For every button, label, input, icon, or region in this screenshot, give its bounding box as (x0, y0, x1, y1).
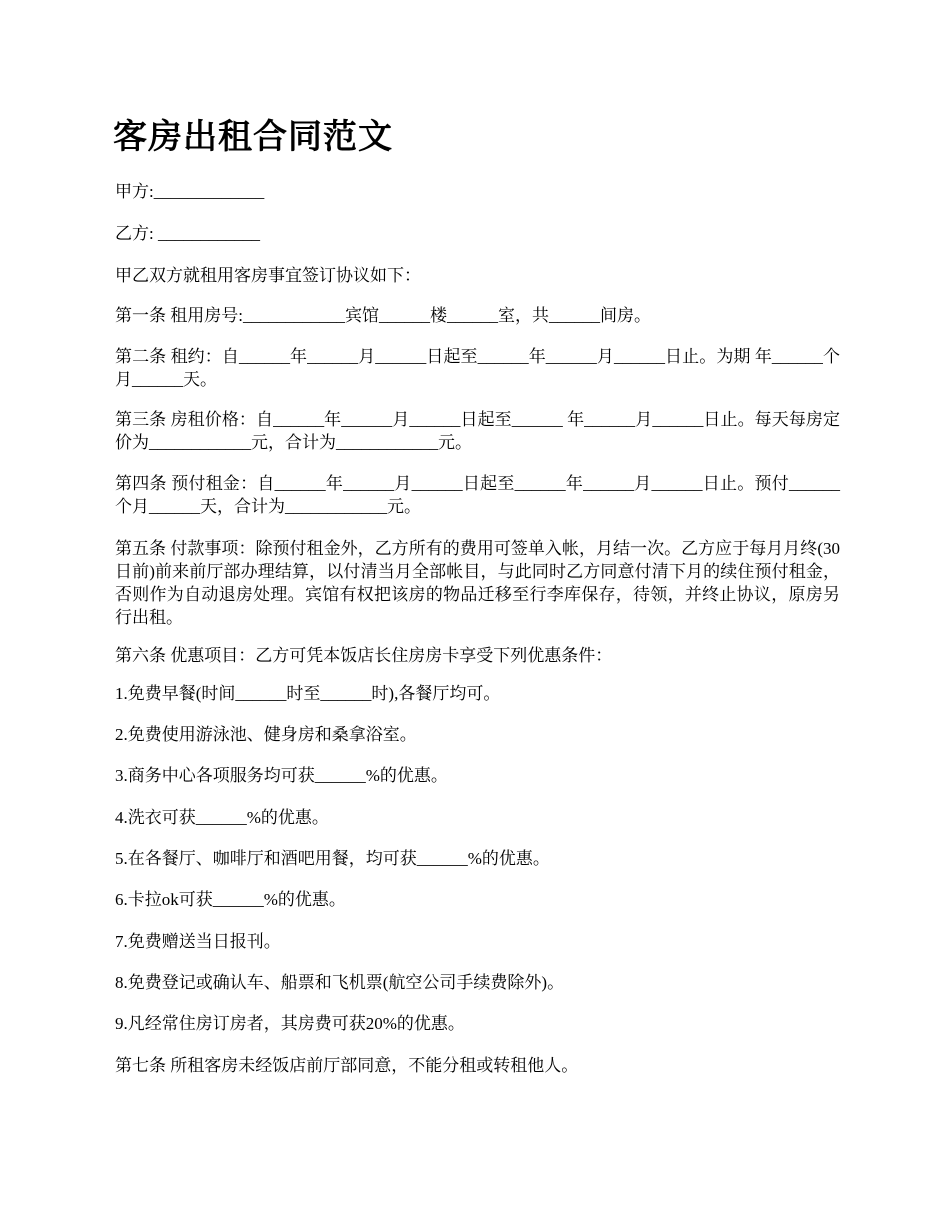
benefit-item-7: 7.免费赠送当日报刊。 (115, 932, 281, 951)
benefit-item-2: 2.免费使用游泳池、健身房和桑拿浴室。 (115, 725, 417, 744)
article-7: 第七条 所租客房未经饭店前厅部同意，不能分租或转租他人。 (115, 1056, 579, 1075)
article-1: 第一条 租用房号:____________宾馆______楼______室，共______间房。 (115, 306, 651, 325)
benefit-item-1: 1.免费早餐(时间______时至______时),各餐厅均可。 (115, 684, 501, 703)
article-5: 第五条 付款事项：除预付租金外，乙方所有的费用可签单入帐，月结一次。乙方应于每月月终(30日前)前来前厅部办理结算，以付清当月全部帐目，与此同时乙方同意付清下月的续住预付租金，否则作为自动退房处理。宾馆有权把该房的物品迁移至行李库保存，待领，并终止协议，原房另行出租。 (115, 539, 840, 627)
benefit-item-8: 8.免费登记或确认车、船票和飞机票(航空公司手续费除外)。 (115, 973, 565, 992)
benefit-item-3: 3.商务中心各项服务均可获______%的优惠。 (115, 766, 448, 785)
article-4: 第四条 预付租金：自______年______月______日起至______年______月______日止。预付______个月______天，合计为____________元。 (115, 474, 840, 516)
article-3: 第三条 房租价格：自______年______月______日起至______ 年______月______日止。每天每房定价为____________元，合计为____________元。 (115, 410, 840, 452)
benefit-item-5: 5.在各餐厅、咖啡厅和酒吧用餐，均可获______%的优惠。 (115, 849, 550, 868)
agreement-intro: 甲乙双方就租用客房事宜签订协议如下： (115, 266, 421, 285)
document-title: 客房出租合同范文 (113, 117, 393, 157)
party-a-line: 甲方:_____________ (115, 182, 265, 201)
benefit-item-6: 6.卡拉ok可获______%的优惠。 (115, 890, 346, 909)
article-2: 第二条 租约：自______年______月______日起至______年______月______日止。为期 年______个月______天。 (115, 347, 840, 389)
article-6: 第六条 优惠项目：乙方可凭本饭店长住房房卡享受下列优惠条件： (115, 646, 613, 665)
benefit-item-4: 4.洗衣可获______%的优惠。 (115, 808, 329, 827)
party-b-line: 乙方: ____________ (115, 224, 260, 243)
benefit-item-9: 9.凡经常住房订房者，其房费可获20%的优惠。 (115, 1014, 465, 1033)
